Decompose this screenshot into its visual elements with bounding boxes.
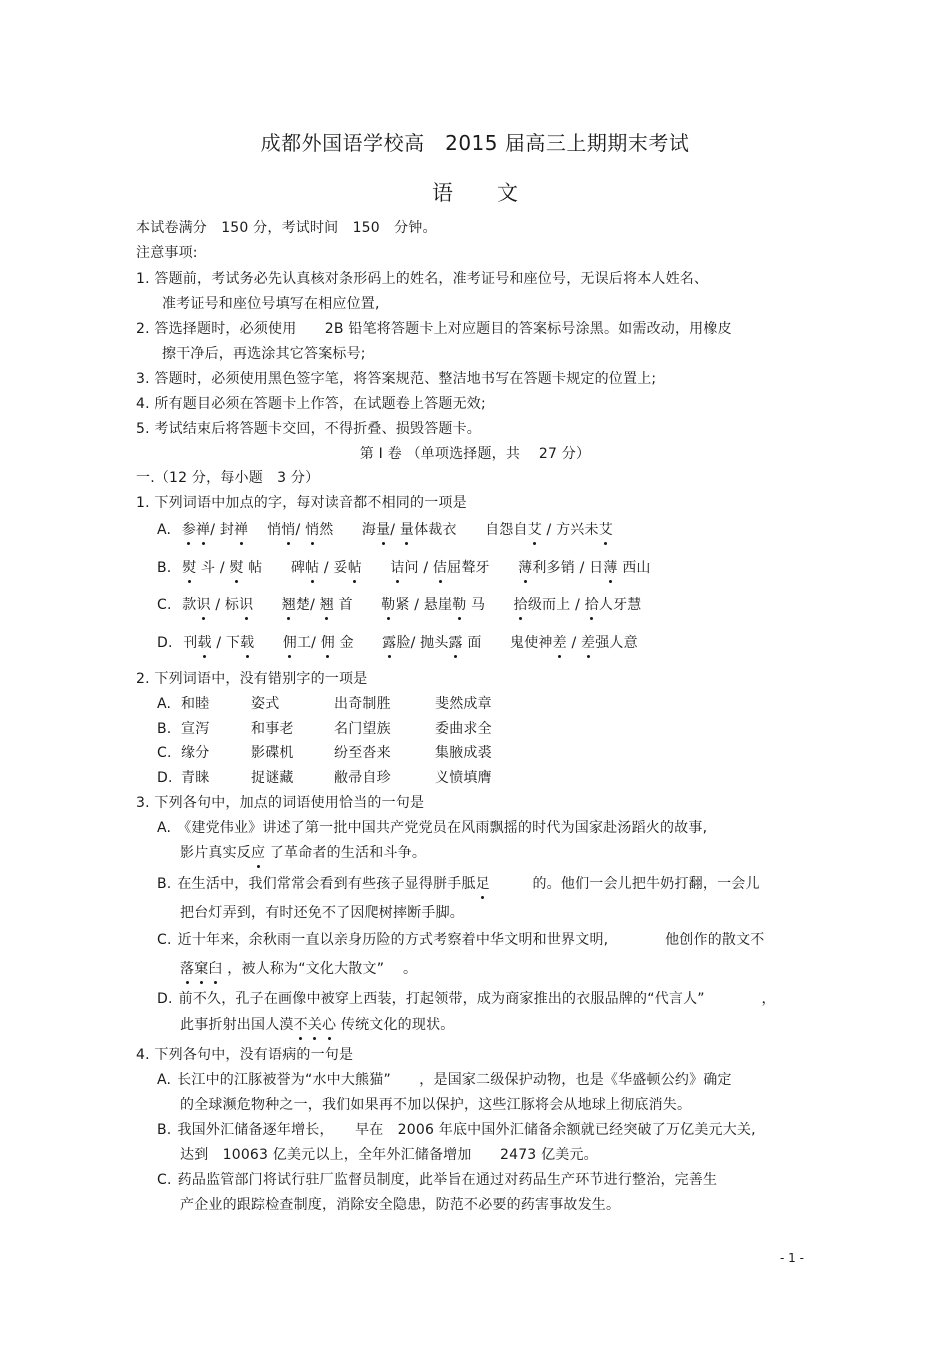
text: ，被人称为“文化大散文” 。: [222, 961, 418, 977]
dotted-char: 载: [240, 635, 255, 651]
option-letter: C.: [157, 745, 172, 761]
dotted-char: 量: [399, 522, 415, 538]
word: 出奇制胜: [334, 696, 391, 712]
text: 传统文化的现状。: [336, 1017, 455, 1033]
dotted-char: 不: [293, 1017, 308, 1033]
q4-option-a-line1: [157, 1071, 732, 1089]
dotted-char: 艾: [527, 522, 542, 538]
dotted-char: 佣: [282, 635, 297, 651]
q3-option-b-line1: [157, 875, 760, 893]
note-2: 2. 答选择题时，必须使用 2B 铅笔将答题卡上对应题目的答案标号涂黑。如需改动，用橡皮: [136, 321, 732, 337]
q3-option-a-line1: [157, 819, 707, 837]
text: 脸/ 抛头: [396, 635, 449, 651]
option-text: [182, 522, 613, 538]
text: 利多销 / 日: [532, 560, 604, 576]
dotted-char: 诘: [390, 560, 405, 576]
option-letter: D.: [157, 770, 173, 786]
dotted-char: 关: [307, 1017, 323, 1033]
q4-option-b-line2: 达到 10063 亿美元以上，全年外汇储备增加 2473 亿美元。: [180, 1147, 598, 1163]
text: 刊: [183, 635, 198, 651]
dotted-char: 臼: [208, 961, 223, 977]
text: / 下: [211, 635, 241, 651]
q3-option-c-line2: [180, 960, 417, 978]
dotted-char: 薄: [518, 560, 533, 576]
text: 了革命者的生活和斗争。: [265, 845, 427, 861]
option-text: 前不久，孔子在画像中被穿上西装，打起领带，成为商家推出的衣服品牌的“代言人” ，: [178, 991, 776, 1007]
dotted-char: 量: [376, 522, 391, 538]
dotted-char: 差: [581, 635, 596, 651]
q1-stem: 1. 下列词语中加点的字，每对读音都不相同的一项是: [136, 495, 467, 511]
dotted-char: 露: [382, 635, 397, 651]
option-text: [182, 560, 651, 576]
q3-option-b-line2: 把台灯弄到，有时还免不了因爬树摔断手脚。: [180, 905, 464, 921]
option-letter: B.: [157, 560, 172, 576]
dotted-char: 禅: [234, 522, 249, 538]
word: 斐然成章: [435, 696, 492, 712]
text: 斗 /: [196, 560, 230, 576]
word: 姿式: [251, 696, 280, 712]
text: 问 /: [404, 560, 433, 576]
text: 屈聱牙: [447, 560, 519, 576]
text: 帖 碑: [243, 560, 306, 576]
text: 此事折射出国人漠: [180, 1017, 294, 1033]
option-text: 近十年来，余秋雨一直以亲身历险的方式考察着中华文明和世界文明, 他创作的散文不: [177, 932, 765, 948]
q1-option-d: [157, 634, 638, 652]
option-text: [182, 597, 641, 613]
q2-option-b: [157, 720, 492, 738]
dotted-char: 帖: [305, 560, 320, 576]
text: 级而上 /: [527, 597, 585, 613]
text: / 方兴未: [541, 522, 599, 538]
word: 义愤填膺: [435, 770, 492, 786]
dotted-char: 足: [475, 876, 490, 892]
dotted-char: 拾: [584, 597, 599, 613]
dotted-char: 差: [552, 635, 567, 651]
dotted-char: 佣: [320, 635, 335, 651]
text: / 标: [210, 597, 240, 613]
q2-stem: 2. 下列词语中，没有错别字的一项是: [136, 671, 368, 687]
option-text: [183, 635, 638, 651]
word: 名门望族: [334, 721, 391, 737]
notice-label: 注意事项:: [136, 245, 198, 261]
dotted-char: 载: [197, 635, 212, 651]
section-title: 第 I 卷 （单项选择题，共 27 分）: [359, 446, 591, 462]
word: 集腋成裘: [435, 745, 492, 761]
text: [362, 560, 390, 576]
text: / 封: [210, 522, 235, 538]
q2-option-d: [157, 769, 492, 787]
dotted-char: 悄: [281, 522, 296, 538]
word: 敝帚自珍: [334, 770, 391, 786]
q2-option-c: [157, 744, 492, 762]
q3-stem: 3. 下列各句中，加点的词语使用恰当的一句是: [136, 795, 425, 811]
option-text: 我国外汇储备逐年增长， 早在 2006 年底中国外汇储备余额就已经突破了万亿美元大关,: [177, 1122, 756, 1138]
text: 金: [334, 635, 383, 651]
q1-option-a: [157, 521, 613, 539]
note-1-cont: 准考证号和座位号填写在相应位置,: [162, 296, 380, 312]
note-2-cont: 擦干净后，再选涂其它答案标号;: [162, 346, 366, 362]
option-letter: D.: [157, 635, 173, 651]
text: 在生活中，我们常常会看到有些孩子显得胼手胝: [177, 876, 476, 892]
note-5: 5. 考试结束后将答题卡交回，不得折叠、损毁答题卡。: [136, 421, 482, 437]
option-text: [177, 876, 759, 892]
dotted-char: 翘: [281, 597, 296, 613]
text: 影片真实反: [180, 845, 251, 861]
q1-option-c: [157, 596, 642, 614]
text: /: [390, 522, 400, 538]
option-letter: A.: [157, 1072, 172, 1088]
option-letter: B.: [157, 721, 172, 737]
text: 强人意: [595, 635, 638, 651]
text: 的。他们一会儿把牛奶打翻，一会儿: [489, 876, 760, 892]
dotted-char: 帖: [347, 560, 362, 576]
q3-option-d-line2: [180, 1016, 454, 1034]
dotted-char: 露: [448, 635, 463, 651]
text: / 妥: [319, 560, 348, 576]
q4-option-c-line2: 产企业的跟踪检查制度，消除安全隐患，防范不必要的药害事故发生。: [180, 1197, 621, 1213]
dotted-char: 佶: [432, 560, 448, 576]
word: 影碟机: [251, 745, 294, 761]
page-number: - 1 -: [780, 1251, 804, 1265]
note-3: 3. 答题时，必须使用黑色签字笔，将答案规范、整洁地书写在答题卡规定的位置上;: [136, 371, 657, 387]
option-letter: B.: [157, 1122, 172, 1138]
option-letter: C.: [157, 597, 172, 613]
q3-option-a-line2: [180, 844, 426, 862]
dotted-char: 心: [322, 1017, 337, 1033]
dotted-char: 窠: [194, 961, 209, 977]
dotted-char: 识: [239, 597, 254, 613]
q4-option-a-line2: 的全球濒危物种之一，我们如果再不加以保护，这些江豚将会从地球上彻底消失。: [180, 1097, 692, 1113]
word: 纷至沓来: [334, 745, 391, 761]
text: 西山: [617, 560, 651, 576]
word: 和睦: [181, 696, 210, 712]
text: /: [295, 522, 306, 538]
text: 体裁衣 自怨自: [414, 522, 528, 538]
dotted-char: 应: [251, 845, 266, 861]
dotted-char: 熨: [229, 560, 244, 576]
option-letter: B.: [157, 876, 172, 892]
option-text: 长江中的江豚被誉为“水中大熊猫” ，是国家二级保护动物，也是《华盛顿公约》确定: [177, 1072, 732, 1088]
word: 青睐: [181, 770, 210, 786]
option-text: 《建党伟业》讲述了第一批中国共产党党员在风雨飘摇的时代为国家赴汤蹈火的故事,: [177, 820, 708, 836]
option-letter: A.: [157, 522, 172, 538]
text: 悄: [248, 522, 282, 538]
q4-stem: 4. 下列各句中，没有语病的一句是: [136, 1047, 354, 1063]
option-letter: D.: [157, 991, 173, 1007]
dotted-char: 勒: [452, 597, 467, 613]
text: 马: [466, 597, 514, 613]
dotted-char: 参: [181, 522, 197, 538]
text: 紧 / 悬崖: [395, 597, 453, 613]
text: 面 鬼使神: [462, 635, 553, 651]
word: 和事老: [251, 721, 294, 737]
option-letter: C.: [157, 1172, 172, 1188]
dotted-char: 拾: [513, 597, 528, 613]
text: 人牙慧: [598, 597, 642, 613]
word: 委曲求全: [435, 721, 492, 737]
dotted-char: 薄: [603, 560, 618, 576]
word: 宣泻: [181, 721, 210, 737]
text: /: [566, 635, 582, 651]
text: 款: [182, 597, 197, 613]
intro-line: 本试卷满分 150 分，考试时间 150 分钟。: [136, 220, 437, 236]
text: 首: [333, 597, 382, 613]
dotted-char: 识: [196, 597, 211, 613]
q4-option-b-line1: [157, 1121, 756, 1139]
q1-option-b: [157, 559, 651, 577]
option-text: 药品监管部门将试行驻厂监督员制度，此举旨在通过对药品生产环节进行整治，完善生: [177, 1172, 718, 1188]
subject-title: 语文: [432, 181, 562, 205]
option-letter: A.: [157, 696, 172, 712]
dotted-char: 禅: [196, 522, 211, 538]
q2-option-a: [157, 695, 492, 713]
text: 工/: [296, 635, 321, 651]
dotted-char: 悄: [305, 522, 320, 538]
part-heading: 一.（12 分，每小题 3 分）: [136, 470, 320, 486]
note-1: 1. 答题前，考试务必先认真核对条形码上的姓名，准考证号和座位号，无误后将本人姓名、: [136, 271, 709, 287]
dotted-char: 落: [180, 961, 195, 977]
note-4: 4. 所有题目必须在答题卡上作答，在试题卷上答题无效;: [136, 396, 486, 412]
q3-option-c-line1: [157, 931, 765, 949]
q4-option-c-line1: [157, 1171, 717, 1189]
dotted-char: 艾: [598, 522, 613, 538]
option-letter: C.: [157, 932, 172, 948]
text: 然 海: [319, 522, 377, 538]
exam-title: 成都外国语学校高 2015 届高三上期期末考试: [260, 131, 690, 155]
dotted-char: 熨: [182, 560, 197, 576]
dotted-char: 翘: [319, 597, 334, 613]
word: 捉谜藏: [251, 770, 294, 786]
option-letter: A.: [157, 820, 172, 836]
word: 缘分: [181, 745, 210, 761]
text: [253, 597, 281, 613]
text: [254, 635, 282, 651]
text: 楚/: [295, 597, 320, 613]
dotted-char: 勒: [381, 597, 396, 613]
q3-option-d-line1: [157, 990, 776, 1008]
